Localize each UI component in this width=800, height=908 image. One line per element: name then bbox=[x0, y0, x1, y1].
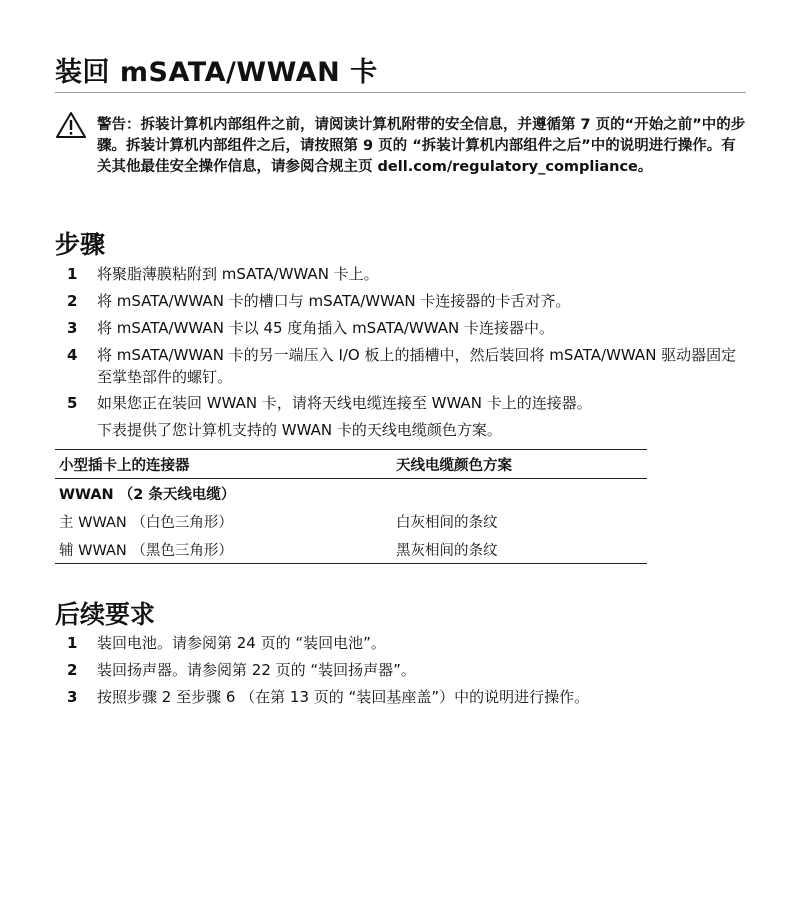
table-header-row bbox=[55, 450, 647, 479]
step-number: 2 bbox=[67, 661, 78, 679]
step-number: 3 bbox=[67, 319, 78, 337]
step-text: 如果您正在装回 WWAN 卡，请将天线电缆连接至 WWAN 卡上的连接器。 bbox=[97, 394, 592, 412]
table-row bbox=[55, 507, 647, 535]
table-intro-note: 下表提供了您计算机支持的 WWAN 卡的天线电缆颜色方案。 bbox=[97, 421, 502, 439]
table-cell: 辅 WWAN （黑色三角形） bbox=[55, 535, 396, 564]
page-title: 装回 mSATA/WWAN 卡 bbox=[55, 57, 378, 88]
procedure-heading: 步骤 bbox=[55, 230, 106, 259]
antenna-color-table bbox=[55, 449, 647, 564]
table-cell: 黑灰相间的条纹 bbox=[396, 535, 647, 564]
table-cell: 主 WWAN （白色三角形） bbox=[59, 514, 233, 531]
warning-triangle-icon bbox=[55, 111, 87, 139]
step-number: 3 bbox=[67, 688, 78, 706]
step-number: 2 bbox=[67, 292, 78, 310]
title-divider bbox=[55, 92, 746, 93]
warning-text: 警告：拆装计算机内部组件之前，请阅读计算机附带的安全信息，并遵循第 7 页的“开始之前”中的步骤。拆装计算机内部组件之后，请按照第 9 页的 “拆装计算机内部组件之后”中的说明进行操作。有关其他最佳安全操作信息，请参阅合规主页 dell.com/regulatory_compliance。 bbox=[97, 117, 746, 175]
step-number: 1 bbox=[67, 634, 78, 652]
step-text: 将 mSATA/WWAN 卡以 45 度角插入 mSATA/WWAN 卡连接器中。 bbox=[97, 319, 554, 337]
table-cell: 白灰相间的条纹 bbox=[396, 514, 498, 531]
step-number: 4 bbox=[67, 346, 78, 364]
group-label: WWAN （2 条天线电缆） bbox=[59, 486, 236, 503]
step-text: 将 mSATA/WWAN 卡的另一端压入 I/O 板上的插槽中，然后装回将 mSATA/WWAN 驱动器固定至掌垫部件的螺钉。 bbox=[97, 346, 737, 386]
step-text: 装回电池。请参阅第 24 页的 “装回电池”。 bbox=[97, 634, 386, 652]
postrequisites-heading: 后续要求 bbox=[55, 600, 156, 629]
step-text: 将 mSATA/WWAN 卡的槽口与 mSATA/WWAN 卡连接器的卡舌对齐。 bbox=[97, 292, 571, 310]
step-number: 5 bbox=[67, 394, 78, 412]
column-header: 天线电缆颜色方案 bbox=[396, 450, 647, 479]
table-group-row bbox=[55, 479, 647, 508]
step-text: 将聚脂薄膜粘附到 mSATA/WWAN 卡上。 bbox=[97, 265, 379, 283]
step-text: 按照步骤 2 至步骤 6 （在第 13 页的 “装回基座盖”）中的说明进行操作。 bbox=[97, 688, 590, 706]
column-header: 小型插卡上的连接器 bbox=[55, 450, 396, 479]
step-number: 1 bbox=[67, 265, 78, 283]
table-row bbox=[55, 535, 647, 564]
step-text: 装回扬声器。请参阅第 22 页的 “装回扬声器”。 bbox=[97, 661, 416, 679]
